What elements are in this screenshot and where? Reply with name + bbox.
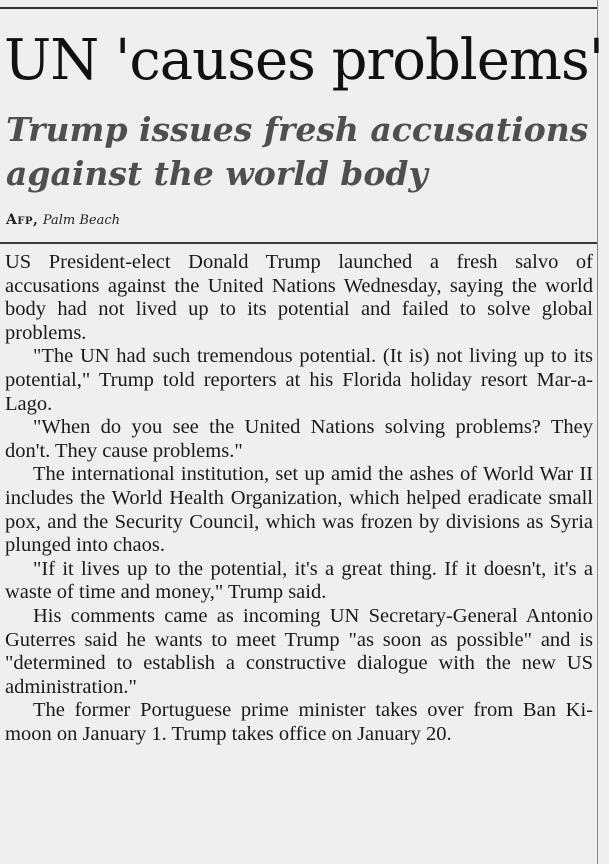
paragraph-1: US President-elect Donald Trump launched a fresh salvo of accusations against the United Nations Wednesday, saying the world body had not lived up to its potential and failed to solve global problems. — [5, 251, 593, 344]
dateline-place: Palm Beach — [42, 213, 120, 228]
paragraph-6: His comments came as incoming UN Secretary-General Antonio Guterres said he wants to meet Trump "as soon as possible" and is "determined to establish a constructive dialogue with the new US administration." — [5, 604, 593, 698]
paragraph-5: "If it lives up to the potential, it's a great thing. If it doesn't, it's a waste of time and money," Trump said. — [5, 557, 593, 604]
paragraph-7: The former Portuguese prime minister takes over from Ban Ki-moon on January 1. Trump takes office on January 20. — [5, 699, 593, 745]
section-divider — [0, 242, 597, 244]
news-agency: Afp, — [6, 212, 39, 228]
dateline — [6, 210, 120, 231]
top-rule — [0, 7, 597, 9]
paragraph-4: The international institution, set up amid the ashes of World War II includes the World Health Organization, which helped eradicate small pox, and the Security Council, which was frozen by divisions as Syria plunged into chaos. — [5, 463, 593, 557]
headline: UN 'causes problems' — [4, 28, 604, 93]
column-rule — [597, 0, 598, 864]
article-body — [5, 251, 593, 746]
paragraph-3: "When do you see the United Nations solving problems? They don't. They cause problems." — [5, 416, 593, 462]
paragraph-2: "The UN had such tremendous potential. (It is) not living up to its potential," Trump told reporters at his Florida holiday resort Mar-a-Lago. — [5, 345, 593, 415]
subheadline: Trump issues fresh accusations against the world body — [6, 110, 589, 193]
